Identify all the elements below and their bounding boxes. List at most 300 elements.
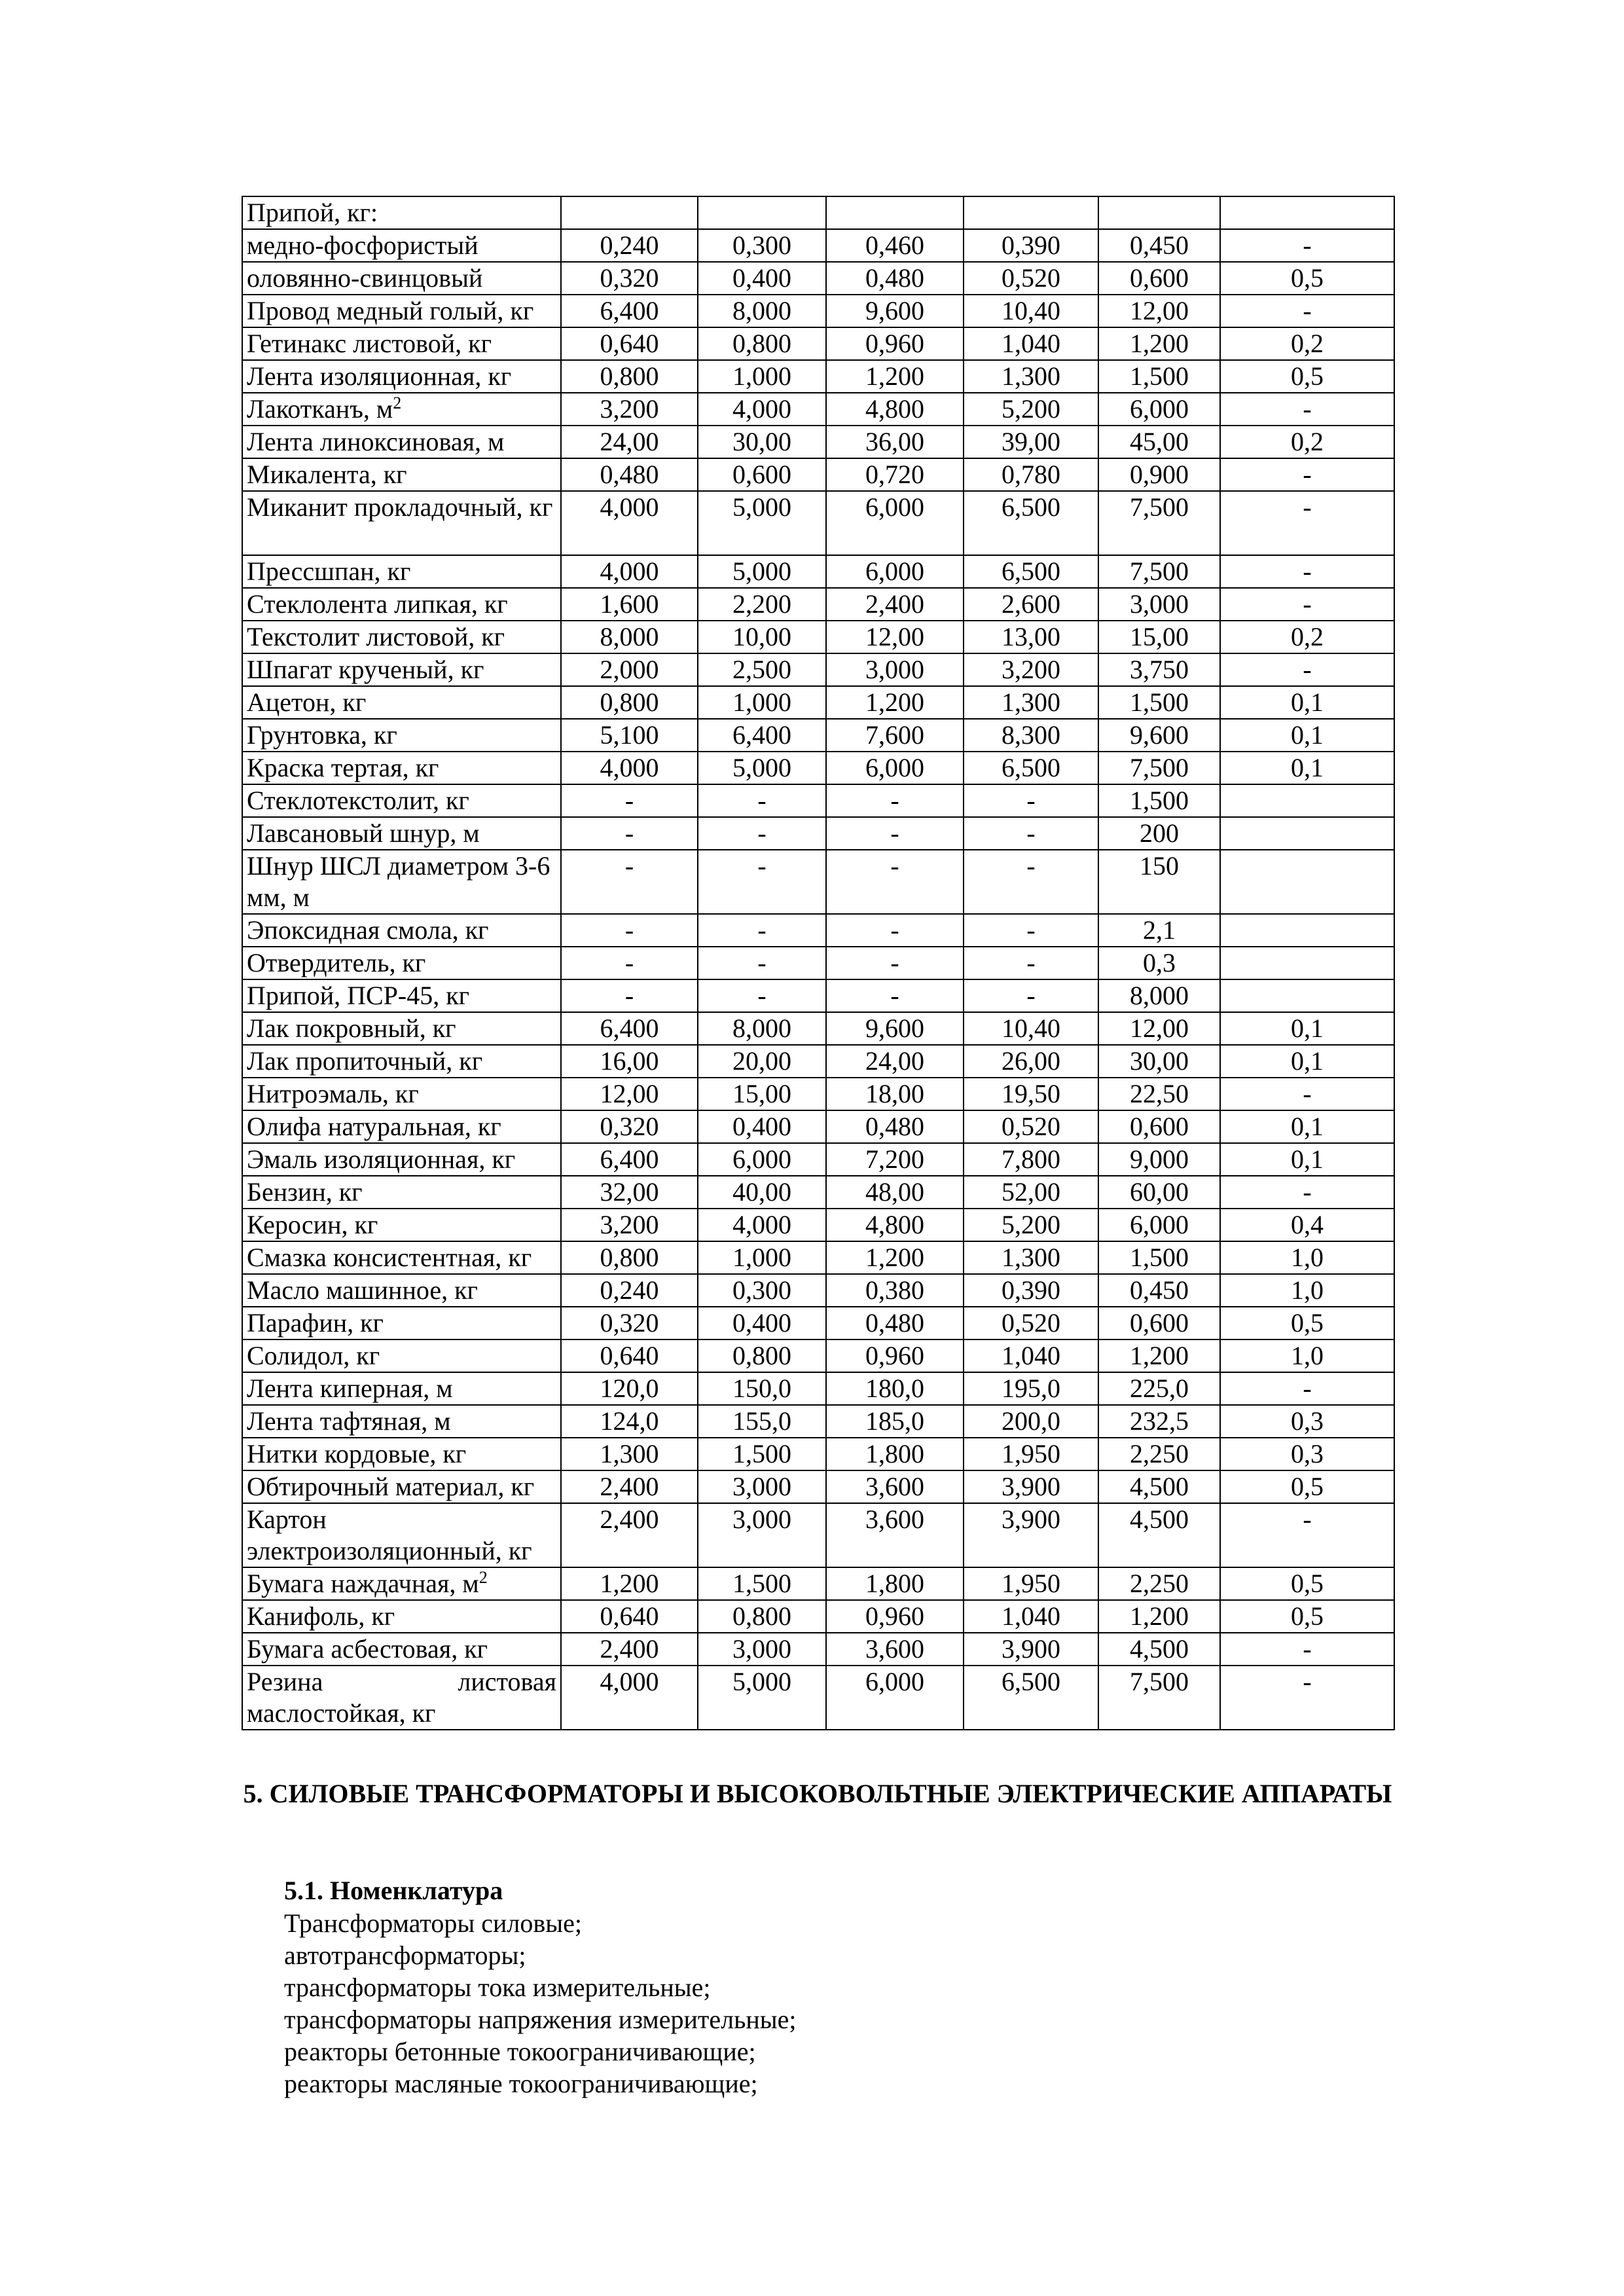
list-item: трансформаторы тока измерительные; xyxy=(284,1973,711,2002)
value-cell: 2,400 xyxy=(561,1470,698,1503)
value-cell: 3,600 xyxy=(826,1470,964,1503)
value-cell: 180,0 xyxy=(826,1372,964,1405)
material-name-cell xyxy=(242,555,561,588)
value-cell xyxy=(1098,196,1220,229)
value-cell: 3,600 xyxy=(826,1503,964,1567)
table-row xyxy=(242,458,1394,491)
value-cell: 0,600 xyxy=(698,458,826,491)
material-name-cell xyxy=(242,229,561,262)
value-cell: - xyxy=(561,914,698,947)
material-name: Текстолит листовой, кг xyxy=(247,622,505,651)
table-row xyxy=(242,1470,1394,1503)
material-name-cell xyxy=(242,1633,561,1666)
value-cell: 60,00 xyxy=(1098,1176,1220,1209)
value-cell: 3,000 xyxy=(698,1633,826,1666)
value-cell: 39,00 xyxy=(964,426,1098,458)
value-cell: 10,00 xyxy=(698,621,826,653)
material-name-cell xyxy=(242,1372,561,1405)
list-item: реакторы бетонные токоограничивающие; xyxy=(284,2037,756,2066)
value-cell: 232,5 xyxy=(1098,1405,1220,1438)
table-row xyxy=(242,327,1394,360)
material-name: Гетинакс листовой, кг xyxy=(247,329,492,358)
value-cell: 150,0 xyxy=(698,1372,826,1405)
value-cell: 3,000 xyxy=(826,653,964,686)
value-cell: 3,600 xyxy=(826,1633,964,1666)
subsection-title: 5.1. Номенклатура xyxy=(284,1876,503,1905)
value-cell: 4,000 xyxy=(561,555,698,588)
value-cell: 8,300 xyxy=(964,719,1098,752)
value-cell: 3,200 xyxy=(561,393,698,426)
value-cell: - xyxy=(1220,1176,1394,1209)
value-cell: 150 xyxy=(1098,850,1220,914)
value-cell: 9,000 xyxy=(1098,1143,1220,1176)
value-cell: 1,950 xyxy=(964,1438,1098,1470)
material-name-cell xyxy=(242,1307,561,1339)
value-cell xyxy=(1220,850,1394,914)
value-cell: - xyxy=(1220,229,1394,262)
material-name-cell xyxy=(242,426,561,458)
value-cell: 0,3 xyxy=(1220,1405,1394,1438)
value-cell: - xyxy=(964,817,1098,850)
table-row xyxy=(242,1600,1394,1633)
value-cell: 45,00 xyxy=(1098,426,1220,458)
value-cell: 12,00 xyxy=(826,621,964,653)
material-name: Прессшпан, кг xyxy=(247,556,411,586)
material-name: Канифоль, кг xyxy=(247,1601,395,1631)
value-cell: - xyxy=(1220,295,1394,327)
value-cell: 2,400 xyxy=(826,588,964,621)
value-cell: - xyxy=(964,947,1098,979)
table-row xyxy=(242,588,1394,621)
value-cell xyxy=(1220,914,1394,947)
value-cell: 4,000 xyxy=(561,491,698,555)
value-cell: 1,300 xyxy=(964,1241,1098,1274)
value-cell: 13,00 xyxy=(964,621,1098,653)
table-row xyxy=(242,393,1394,426)
material-name-cell xyxy=(242,360,561,393)
value-cell: 15,00 xyxy=(698,1078,826,1110)
material-name: Парафин, кг xyxy=(247,1308,384,1338)
value-cell: 7,500 xyxy=(1098,555,1220,588)
value-cell: 1,600 xyxy=(561,588,698,621)
value-cell: 1,0 xyxy=(1220,1241,1394,1274)
value-cell: 3,200 xyxy=(561,1209,698,1241)
value-cell: 52,00 xyxy=(964,1176,1098,1209)
material-name: Провод медный голый, кг xyxy=(247,296,534,325)
value-cell: 0,4 xyxy=(1220,1209,1394,1241)
unit-exponent: 2 xyxy=(478,1568,488,1587)
table-row xyxy=(242,621,1394,653)
value-cell: 0,1 xyxy=(1220,719,1394,752)
table-row xyxy=(242,914,1394,947)
value-cell: 2,250 xyxy=(1098,1567,1220,1600)
list-item: реакторы масляные токоограничивающие; xyxy=(284,2069,758,2098)
value-cell: 6,000 xyxy=(826,752,964,784)
value-cell: - xyxy=(698,850,826,914)
material-name-cell xyxy=(242,850,561,914)
value-cell: 0,960 xyxy=(826,327,964,360)
value-cell: 0,1 xyxy=(1220,1143,1394,1176)
value-cell: 1,800 xyxy=(826,1567,964,1600)
value-cell: 1,500 xyxy=(698,1567,826,1600)
table-row xyxy=(242,1307,1394,1339)
material-name: Шпагат крученый, кг xyxy=(247,655,484,684)
table-row xyxy=(242,686,1394,719)
value-cell: 10,40 xyxy=(964,295,1098,327)
material-name: Керосин, кг xyxy=(247,1210,378,1239)
material-name: Бумага асбестовая, кг xyxy=(247,1634,488,1664)
value-cell: 0,800 xyxy=(698,1339,826,1372)
material-name: Лавсановый шнур, м xyxy=(247,818,480,848)
value-cell: 1,040 xyxy=(964,1339,1098,1372)
value-cell: 200,0 xyxy=(964,1405,1098,1438)
value-cell: - xyxy=(1220,393,1394,426)
value-cell: 0,800 xyxy=(561,686,698,719)
material-name: Стеклолента липкая, кг xyxy=(247,589,508,619)
value-cell: 4,800 xyxy=(826,1209,964,1241)
value-cell: - xyxy=(964,784,1098,817)
material-name-cell xyxy=(242,1405,561,1438)
value-cell: 4,500 xyxy=(1098,1503,1220,1567)
value-cell: 1,300 xyxy=(964,360,1098,393)
value-cell: 0,960 xyxy=(826,1600,964,1633)
value-cell: 16,00 xyxy=(561,1045,698,1078)
value-cell: - xyxy=(698,947,826,979)
value-cell: 0,800 xyxy=(698,1600,826,1633)
value-cell: 0,2 xyxy=(1220,621,1394,653)
value-cell: - xyxy=(698,914,826,947)
value-cell: 1,040 xyxy=(964,1600,1098,1633)
value-cell: 12,00 xyxy=(1098,295,1220,327)
material-name: Микалента, кг xyxy=(247,460,407,489)
value-cell: 7,500 xyxy=(1098,1666,1220,1730)
value-cell: 5,000 xyxy=(698,555,826,588)
value-cell: 2,400 xyxy=(561,1633,698,1666)
unit-exponent: 2 xyxy=(393,393,402,412)
value-cell: 7,600 xyxy=(826,719,964,752)
value-cell: 6,000 xyxy=(826,491,964,555)
value-cell: 6,000 xyxy=(826,1666,964,1730)
value-cell xyxy=(1220,979,1394,1012)
value-cell: 200 xyxy=(1098,817,1220,850)
material-name-cell xyxy=(242,653,561,686)
material-name: Припой, ПСР-45, кг xyxy=(247,981,470,1010)
value-cell: 0,520 xyxy=(964,1307,1098,1339)
value-cell: 0,780 xyxy=(964,458,1098,491)
value-cell: 3,900 xyxy=(964,1503,1098,1567)
table-row xyxy=(242,1567,1394,1600)
value-cell: 120,0 xyxy=(561,1372,698,1405)
value-cell: 2,250 xyxy=(1098,1438,1220,1470)
value-cell: 9,600 xyxy=(1098,719,1220,752)
value-cell: 5,100 xyxy=(561,719,698,752)
value-cell: 3,000 xyxy=(1098,588,1220,621)
material-name: Лак покровный, кг xyxy=(247,1013,456,1043)
value-cell: 1,300 xyxy=(561,1438,698,1470)
material-name-cell xyxy=(242,1339,561,1372)
material-name-cell xyxy=(242,1209,561,1241)
material-name-cell xyxy=(242,752,561,784)
material-name-cell xyxy=(242,1666,561,1730)
value-cell: 1,500 xyxy=(1098,1241,1220,1274)
value-cell: 1,200 xyxy=(826,686,964,719)
value-cell: 3,000 xyxy=(698,1470,826,1503)
value-cell: 2,1 xyxy=(1098,914,1220,947)
value-cell: 0,1 xyxy=(1220,1110,1394,1143)
material-name: Лента киперная, м xyxy=(247,1374,453,1403)
material-name: Стеклотекстолит, кг xyxy=(247,786,469,815)
value-cell: 30,00 xyxy=(1098,1045,1220,1078)
value-cell: 7,200 xyxy=(826,1143,964,1176)
value-cell: 5,000 xyxy=(698,752,826,784)
materials-consumption-table xyxy=(242,196,1395,1730)
material-name-cell xyxy=(242,947,561,979)
table-row xyxy=(242,817,1394,850)
table-row xyxy=(242,1339,1394,1372)
material-name-cell xyxy=(242,979,561,1012)
value-cell: 3,200 xyxy=(964,653,1098,686)
value-cell: 6,400 xyxy=(561,1143,698,1176)
material-name: Ацетон, кг xyxy=(247,687,367,717)
table-row xyxy=(242,262,1394,295)
value-cell: 6,500 xyxy=(964,1666,1098,1730)
material-name: Масло машинное, кг xyxy=(247,1275,478,1305)
material-name: Солидол, кг xyxy=(247,1341,380,1370)
section-title: 5. СИЛОВЫЕ ТРАНСФОРМАТОРЫ И ВЫСОКОВОЛЬТНЫЕ ЭЛЕКТРИЧЕСКИЕ АППАРАТЫ xyxy=(243,1779,1392,1808)
table-row xyxy=(242,1241,1394,1274)
material-name-cell xyxy=(242,458,561,491)
material-name: Лента тафтяная, м xyxy=(247,1406,451,1436)
value-cell: 0,390 xyxy=(964,1274,1098,1307)
value-cell: 5,200 xyxy=(964,393,1098,426)
table-body xyxy=(242,196,1394,1730)
value-cell: 155,0 xyxy=(698,1405,826,1438)
value-cell: 0,480 xyxy=(561,458,698,491)
value-cell: - xyxy=(964,914,1098,947)
table-row xyxy=(242,1372,1394,1405)
value-cell: - xyxy=(561,817,698,850)
value-cell: 6,000 xyxy=(1098,393,1220,426)
value-cell: 5,200 xyxy=(964,1209,1098,1241)
material-name-cell xyxy=(242,588,561,621)
value-cell: 1,000 xyxy=(698,360,826,393)
value-cell: 24,00 xyxy=(826,1045,964,1078)
material-name: Картон электроизоляционный, кг xyxy=(247,1504,532,1565)
material-name: Нитки кордовые, кг xyxy=(247,1439,467,1468)
value-cell xyxy=(1220,817,1394,850)
material-name: Лак пропиточный, кг xyxy=(247,1046,483,1076)
value-cell: 0,320 xyxy=(561,262,698,295)
value-cell: 0,5 xyxy=(1220,1307,1394,1339)
value-cell: - xyxy=(1220,1078,1394,1110)
value-cell: - xyxy=(964,850,1098,914)
value-cell: 0,450 xyxy=(1098,229,1220,262)
value-cell: 8,000 xyxy=(698,295,826,327)
table-row xyxy=(242,653,1394,686)
value-cell xyxy=(561,196,698,229)
value-cell: - xyxy=(1220,1372,1394,1405)
value-cell xyxy=(964,196,1098,229)
table-row xyxy=(242,1143,1394,1176)
value-cell: - xyxy=(826,914,964,947)
value-cell: 0,480 xyxy=(826,1307,964,1339)
value-cell: 0,600 xyxy=(1098,1307,1220,1339)
value-cell: 0,960 xyxy=(826,1339,964,1372)
value-cell: 1,800 xyxy=(826,1438,964,1470)
value-cell: 1,500 xyxy=(1098,360,1220,393)
table-row xyxy=(242,1045,1394,1078)
value-cell: 8,000 xyxy=(698,1012,826,1045)
value-cell xyxy=(698,196,826,229)
value-cell: - xyxy=(964,979,1098,1012)
value-cell: 32,00 xyxy=(561,1176,698,1209)
value-cell: 1,040 xyxy=(964,327,1098,360)
value-cell: 10,40 xyxy=(964,1012,1098,1045)
value-cell: - xyxy=(826,979,964,1012)
value-cell: - xyxy=(826,947,964,979)
value-cell: 4,000 xyxy=(698,1209,826,1241)
value-cell: 0,640 xyxy=(561,1600,698,1633)
material-name-cell xyxy=(242,817,561,850)
value-cell: 1,000 xyxy=(698,1241,826,1274)
material-name: Грунтовка, кг xyxy=(247,720,397,750)
value-cell: - xyxy=(1220,1666,1394,1730)
value-cell: 2,400 xyxy=(561,1503,698,1567)
table-row xyxy=(242,1633,1394,1666)
value-cell: 0,1 xyxy=(1220,1045,1394,1078)
material-name-cell xyxy=(242,1176,561,1209)
value-cell: 225,0 xyxy=(1098,1372,1220,1405)
value-cell: 9,600 xyxy=(826,295,964,327)
value-cell: 5,000 xyxy=(698,1666,826,1730)
value-cell: - xyxy=(698,784,826,817)
value-cell: - xyxy=(1220,491,1394,555)
value-cell: 4,800 xyxy=(826,393,964,426)
material-name-cell xyxy=(242,686,561,719)
value-cell: - xyxy=(561,784,698,817)
material-name-cell xyxy=(242,327,561,360)
value-cell: 6,000 xyxy=(698,1143,826,1176)
material-name-cell xyxy=(242,1078,561,1110)
value-cell: 0,1 xyxy=(1220,686,1394,719)
value-cell: 6,400 xyxy=(698,719,826,752)
value-cell: 0,640 xyxy=(561,327,698,360)
value-cell: 0,1 xyxy=(1220,1012,1394,1045)
table-row xyxy=(242,850,1394,914)
value-cell: 6,500 xyxy=(964,491,1098,555)
material-name-cell xyxy=(242,295,561,327)
material-name-cell xyxy=(242,1600,561,1633)
value-cell: 24,00 xyxy=(561,426,698,458)
material-name: Эпоксидная смола, кг xyxy=(247,915,489,945)
value-cell: 1,0 xyxy=(1220,1274,1394,1307)
material-name-cell xyxy=(242,1012,561,1045)
value-cell: 0,380 xyxy=(826,1274,964,1307)
material-name-cell xyxy=(242,1045,561,1078)
table-row xyxy=(242,979,1394,1012)
value-cell: 0,5 xyxy=(1220,262,1394,295)
material-name: Резина листовая маслостойкая, кг xyxy=(247,1667,563,1728)
value-cell: - xyxy=(1220,555,1394,588)
material-name-cell xyxy=(242,719,561,752)
table-row xyxy=(242,229,1394,262)
value-cell: 0,480 xyxy=(826,1110,964,1143)
material-name: Шнур ШСЛ диаметром 3-6 мм, м xyxy=(247,851,557,912)
value-cell: 4,000 xyxy=(561,752,698,784)
material-name-cell xyxy=(242,621,561,653)
value-cell: 18,00 xyxy=(826,1078,964,1110)
value-cell: 0,480 xyxy=(826,262,964,295)
material-name: Нитроэмаль, кг xyxy=(247,1079,419,1108)
value-cell: 0,800 xyxy=(698,327,826,360)
value-cell: 6,000 xyxy=(1098,1209,1220,1241)
table-row xyxy=(242,491,1394,555)
value-cell: 0,900 xyxy=(1098,458,1220,491)
value-cell: - xyxy=(826,784,964,817)
table-row xyxy=(242,295,1394,327)
value-cell: 7,500 xyxy=(1098,752,1220,784)
value-cell xyxy=(1220,947,1394,979)
table-row xyxy=(242,1110,1394,1143)
value-cell: 1,200 xyxy=(826,360,964,393)
table-row xyxy=(242,1274,1394,1307)
value-cell: 6,400 xyxy=(561,1012,698,1045)
value-cell: 1,200 xyxy=(1098,1339,1220,1372)
material-name: Обтирочный материал, кг xyxy=(247,1472,535,1501)
material-name-cell xyxy=(242,1143,561,1176)
value-cell xyxy=(1220,196,1394,229)
value-cell: 4,000 xyxy=(698,393,826,426)
value-cell: 3,000 xyxy=(698,1503,826,1567)
material-name-cell xyxy=(242,491,561,555)
material-name-cell xyxy=(242,393,561,426)
value-cell: 9,600 xyxy=(826,1012,964,1045)
value-cell: 4,000 xyxy=(561,1666,698,1730)
value-cell: 0,390 xyxy=(964,229,1098,262)
value-cell: 36,00 xyxy=(826,426,964,458)
list-item: трансформаторы напряжения измерительные; xyxy=(284,2005,797,2034)
value-cell: - xyxy=(698,817,826,850)
table-row xyxy=(242,1209,1394,1241)
value-cell: - xyxy=(1220,1633,1394,1666)
value-cell: 2,500 xyxy=(698,653,826,686)
value-cell: 1,500 xyxy=(1098,686,1220,719)
value-cell: 0,300 xyxy=(698,1274,826,1307)
value-cell: 1,0 xyxy=(1220,1339,1394,1372)
material-name: Смазка консистентная, кг xyxy=(247,1243,532,1272)
value-cell: - xyxy=(561,850,698,914)
value-cell: 48,00 xyxy=(826,1176,964,1209)
material-name: Лакотканъ, м xyxy=(247,394,393,424)
value-cell: 0,600 xyxy=(1098,1110,1220,1143)
value-cell: - xyxy=(1220,1503,1394,1567)
table-row xyxy=(242,719,1394,752)
value-cell: 0,400 xyxy=(698,1110,826,1143)
value-cell: 1,500 xyxy=(698,1438,826,1470)
table-row xyxy=(242,1012,1394,1045)
material-name: Олифа натуральная, кг xyxy=(247,1112,501,1141)
material-name-cell xyxy=(242,1110,561,1143)
value-cell: 0,5 xyxy=(1220,1470,1394,1503)
material-name-cell xyxy=(242,196,561,229)
value-cell: - xyxy=(1220,458,1394,491)
table-row xyxy=(242,752,1394,784)
value-cell: 0,800 xyxy=(561,360,698,393)
table-row xyxy=(242,196,1394,229)
value-cell: 2,600 xyxy=(964,588,1098,621)
value-cell: 12,00 xyxy=(561,1078,698,1110)
material-name-cell xyxy=(242,1274,561,1307)
